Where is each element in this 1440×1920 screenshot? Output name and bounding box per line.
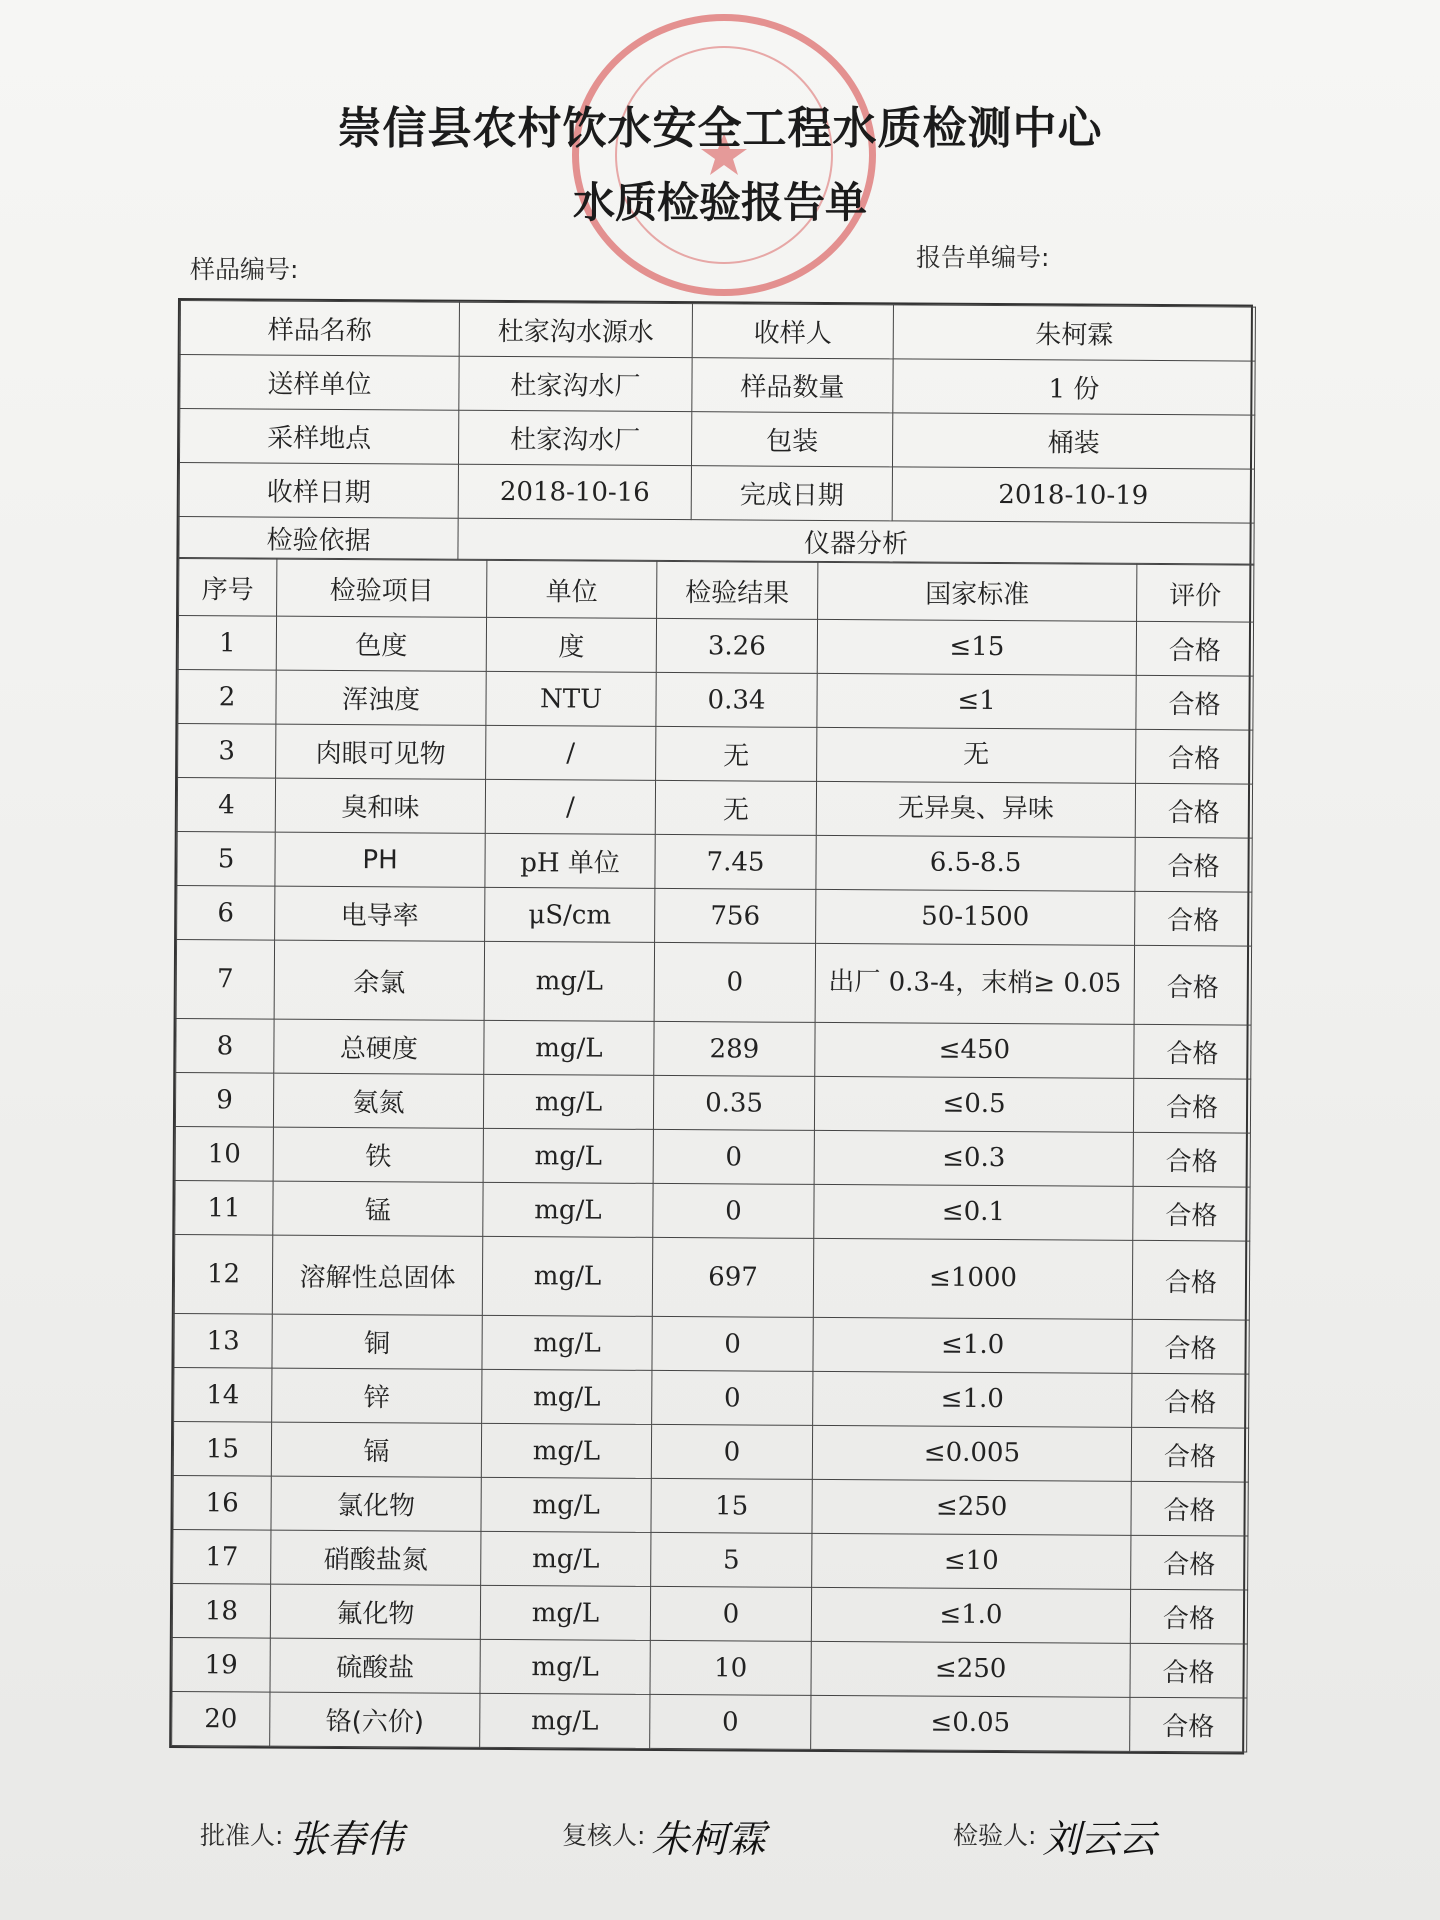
result-row: [173, 1529, 1248, 1590]
unit: mg/L: [482, 1369, 652, 1424]
row-no: 16: [173, 1475, 271, 1530]
evaluation: 合格: [1130, 1697, 1247, 1752]
unit: /: [486, 725, 656, 780]
test-item: 硫酸盐: [270, 1638, 480, 1693]
basis-value: 仪器分析: [458, 518, 1254, 564]
location-label: 采样地点: [179, 409, 458, 465]
unit: NTU: [486, 671, 656, 726]
row-no: 7: [176, 940, 274, 1020]
national-standard: ≤15: [817, 619, 1136, 675]
test-item: 溶解性总固体: [272, 1235, 482, 1315]
national-standard: 无: [817, 727, 1136, 783]
test-result: 0.35: [653, 1075, 814, 1130]
row-no: 1: [178, 616, 276, 671]
unit: mg/L: [483, 1182, 653, 1237]
result-row: [173, 1475, 1248, 1536]
unit: mg/L: [483, 1074, 653, 1129]
national-standard: 无异臭、异味: [816, 781, 1135, 837]
evaluation: 合格: [1133, 1078, 1250, 1133]
national-standard: ≤1000: [813, 1238, 1132, 1319]
test-result: 0: [653, 1129, 814, 1184]
national-standard: ≤250: [812, 1479, 1131, 1535]
row-no: 20: [172, 1691, 270, 1746]
unit: pH 单位: [485, 833, 655, 888]
result-row: [174, 1313, 1249, 1374]
test-item: 铬(六价): [270, 1692, 480, 1747]
test-item: 氟化物: [270, 1584, 480, 1639]
evaluation: 合格: [1134, 1024, 1251, 1079]
result-row: [172, 1583, 1247, 1644]
evaluation: 合格: [1131, 1535, 1248, 1590]
package-label: 包装: [691, 412, 892, 467]
test-item: 氯化物: [271, 1476, 481, 1531]
result-row: [172, 1637, 1247, 1698]
unit: mg/L: [480, 1693, 650, 1748]
evaluation: 合格: [1135, 783, 1252, 838]
result-row: [178, 616, 1253, 677]
test-item: 铁: [273, 1127, 483, 1182]
evaluation: 合格: [1130, 1589, 1247, 1644]
result-row: [175, 1073, 1250, 1134]
unit: mg/L: [481, 1531, 651, 1586]
approver-name: 张春伟: [289, 1817, 404, 1861]
receiver-value: 朱柯霖: [893, 305, 1255, 361]
evaluation: 合格: [1132, 1373, 1249, 1428]
evaluation: 合格: [1136, 621, 1253, 676]
report-title: 崇信县农村饮水安全工程水质检测中心: [337, 103, 1103, 154]
test-item: 总硬度: [274, 1019, 484, 1074]
evaluation: 合格: [1133, 1132, 1250, 1187]
col-header-eval: 评价: [1137, 564, 1254, 622]
approver-label: 批准人:: [200, 1821, 284, 1850]
approver-signature: [200, 1800, 404, 1861]
test-result: 无: [656, 726, 817, 781]
row-no: 19: [172, 1637, 270, 1692]
result-row: [177, 832, 1252, 893]
test-item: 余氯: [274, 940, 484, 1020]
test-result: 0: [650, 1586, 811, 1641]
sender-value: 杜家沟水厂: [459, 356, 692, 411]
test-result: 0: [652, 1370, 813, 1425]
col-header-no: 序号: [179, 559, 277, 617]
quantity-label: 样品数量: [692, 358, 893, 413]
evaluation: 合格: [1134, 945, 1251, 1025]
unit: mg/L: [481, 1477, 651, 1532]
result-row: [175, 1126, 1250, 1187]
result-row: [175, 1180, 1250, 1241]
evaluation: 合格: [1130, 1643, 1247, 1698]
evaluation: 合格: [1132, 1319, 1249, 1374]
test-result: 0: [653, 1183, 814, 1238]
test-result: 0: [650, 1694, 811, 1749]
unit: /: [485, 779, 655, 834]
result-row: [178, 724, 1253, 785]
national-standard: 6.5-8.5: [816, 835, 1135, 891]
test-result: 0.34: [656, 672, 817, 727]
results-header-row: [179, 559, 1254, 623]
inspector-name: 刘云云: [1042, 1817, 1157, 1861]
unit: mg/L: [484, 1020, 654, 1075]
received-date-label: 收样日期: [179, 463, 458, 519]
national-standard: ≤250: [811, 1641, 1130, 1697]
quantity-value: 1 份: [893, 359, 1255, 415]
test-item: 色度: [276, 616, 486, 671]
result-row: [176, 940, 1251, 1026]
col-header-standard: 国家标准: [818, 562, 1137, 621]
report-subtitle: 水质检验报告单: [572, 178, 867, 227]
test-item: 锰: [273, 1181, 483, 1236]
row-no: 17: [173, 1529, 271, 1584]
unit: 度: [486, 617, 656, 672]
national-standard: ≤10: [812, 1533, 1131, 1589]
test-item: 浑浊度: [276, 670, 486, 725]
national-standard: ≤1.0: [811, 1587, 1130, 1643]
national-standard: ≤0.5: [814, 1076, 1133, 1132]
row-no: 13: [174, 1313, 272, 1368]
row-no: 4: [177, 778, 275, 833]
test-item: 肉眼可见物: [276, 724, 486, 779]
result-row: [177, 778, 1252, 839]
row-no: 11: [175, 1180, 273, 1235]
unit: mg/L: [482, 1236, 652, 1316]
test-result: 3.26: [656, 618, 817, 673]
unit: mg/L: [483, 1128, 653, 1183]
inspector-signature: [953, 1800, 1157, 1861]
unit: mg/L: [482, 1315, 652, 1370]
evaluation: 合格: [1136, 675, 1253, 730]
test-result: 5: [651, 1532, 812, 1587]
sample-name-value: 杜家沟水源水: [459, 302, 692, 357]
report-no-label: 报告单编号:: [916, 243, 1050, 272]
test-result: 无: [655, 780, 816, 835]
test-item: 镉: [271, 1422, 481, 1477]
finished-date-label: 完成日期: [691, 466, 892, 521]
result-row: [178, 670, 1253, 731]
test-item: PH: [275, 832, 485, 887]
test-result: 756: [655, 888, 816, 943]
test-result: 7.45: [655, 834, 816, 889]
result-row: [174, 1234, 1249, 1320]
row-no: 12: [174, 1234, 272, 1314]
evaluation: 合格: [1131, 1481, 1248, 1536]
test-result: 0: [652, 1316, 813, 1371]
unit: mg/L: [480, 1585, 650, 1640]
unit: mg/L: [484, 941, 654, 1021]
reviewer-label: 复核人:: [562, 1821, 646, 1850]
info-row: [180, 301, 1255, 362]
row-no: 8: [176, 1019, 274, 1074]
sample-name-label: 样品名称: [180, 301, 459, 357]
package-value: 桶装: [892, 413, 1254, 469]
col-header-result: 检验结果: [657, 561, 818, 619]
evaluation: 合格: [1135, 837, 1252, 892]
result-row: [172, 1691, 1247, 1752]
row-no: 14: [174, 1367, 272, 1422]
col-header-unit: 单位: [487, 560, 657, 618]
unit: mg/L: [481, 1423, 651, 1478]
test-item: 氨氮: [273, 1073, 483, 1128]
report-form: [169, 298, 1253, 1755]
test-result: 15: [651, 1478, 812, 1533]
sample-info-table: [178, 300, 1256, 565]
national-standard: 50-1500: [816, 889, 1135, 945]
result-row: [176, 1019, 1251, 1080]
national-standard: ≤450: [815, 1022, 1134, 1078]
evaluation: 合格: [1135, 891, 1252, 946]
inspector-label: 检验人:: [953, 1821, 1037, 1850]
national-standard: ≤1: [817, 673, 1136, 729]
received-date-value: 2018-10-16: [458, 464, 691, 519]
row-no: 6: [177, 886, 275, 941]
finished-date-value: 2018-10-19: [892, 467, 1254, 523]
test-result: 289: [654, 1021, 815, 1076]
national-standard: ≤1.0: [813, 1317, 1132, 1373]
col-header-item: 检验项目: [277, 559, 487, 617]
results-table: [171, 558, 1254, 1753]
unit: μS/cm: [485, 887, 655, 942]
row-no: 2: [178, 670, 276, 725]
sender-label: 送样单位: [180, 355, 459, 411]
test-result: 697: [652, 1237, 813, 1317]
location-value: 杜家沟水厂: [458, 410, 691, 465]
result-row: [174, 1367, 1249, 1428]
info-row: [179, 517, 1254, 565]
national-standard: ≤0.05: [811, 1695, 1130, 1751]
row-no: 3: [178, 724, 276, 779]
national-standard: 出厂 0.3-4，末梢≥ 0.05: [815, 943, 1134, 1024]
sample-no-label: 样品编号:: [190, 255, 299, 284]
evaluation: 合格: [1131, 1427, 1248, 1482]
row-no: 15: [173, 1421, 271, 1476]
reviewer-name: 朱柯霖: [651, 1817, 766, 1861]
result-row: [173, 1421, 1248, 1482]
info-row: [179, 463, 1254, 524]
info-row: [179, 409, 1254, 470]
test-item: 臭和味: [275, 778, 485, 833]
test-item: 硝酸盐氮: [271, 1530, 481, 1585]
reviewer-signature: [562, 1800, 766, 1861]
evaluation: 合格: [1136, 729, 1253, 784]
basis-label: 检验依据: [179, 517, 458, 560]
row-no: 18: [172, 1583, 270, 1638]
unit: mg/L: [480, 1639, 650, 1694]
test-item: 电导率: [275, 886, 485, 941]
row-no: 10: [175, 1126, 273, 1181]
evaluation: 合格: [1133, 1186, 1250, 1241]
test-item: 铜: [272, 1314, 482, 1369]
test-result: 0: [651, 1424, 812, 1479]
result-row: [177, 886, 1252, 947]
national-standard: ≤0.1: [814, 1184, 1133, 1240]
national-standard: ≤0.3: [814, 1130, 1133, 1186]
row-no: 5: [177, 832, 275, 887]
test-result: 10: [650, 1640, 811, 1695]
national-standard: ≤0.005: [812, 1425, 1131, 1481]
test-item: 锌: [272, 1368, 482, 1423]
row-no: 9: [175, 1073, 273, 1128]
national-standard: ≤1.0: [813, 1371, 1132, 1427]
evaluation: 合格: [1132, 1240, 1249, 1320]
test-result: 0: [654, 942, 815, 1022]
info-row: [180, 355, 1255, 416]
receiver-label: 收样人: [692, 304, 893, 359]
